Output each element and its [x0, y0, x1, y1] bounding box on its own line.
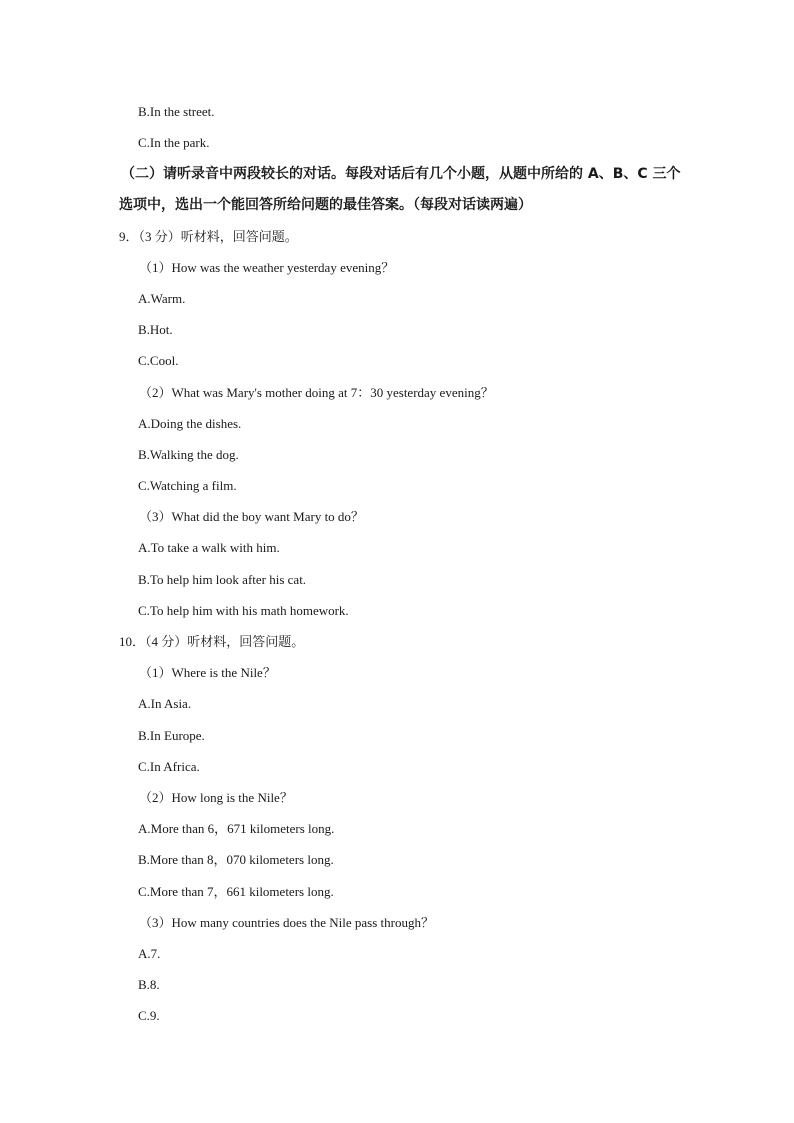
section-instruction-line-2: 选项中，选出一个能回答所给问题的最佳答案。（每段对话读两遍）: [119, 197, 532, 213]
q10-sub1-question: （1）Where is the Nile？: [139, 665, 276, 680]
section-instruction-line-1: （二）请听录音中两段较长的对话。每段对话后有几个小题，从题中所给的 A、B、C 三个: [121, 166, 681, 182]
q9-sub3-option-c: C.To help him with his math homework.: [138, 603, 349, 618]
q10-sub2-option-b: B.More than 8，070 kilometers long.: [138, 852, 334, 867]
question-9-title: 9．（3 分）听材料，回答问题。: [119, 229, 298, 244]
q9-sub1-question: （1）How was the weather yesterday evening？: [139, 260, 395, 275]
q10-sub3-option-c: C.9.: [138, 1008, 160, 1023]
q9-sub3-option-a: A.To take a walk with him.: [138, 540, 280, 555]
q9-sub2-option-a: A.Doing the dishes.: [138, 416, 242, 431]
q9-sub2-option-b: B.Walking the dog.: [138, 447, 239, 462]
q9-sub1-option-c: C.Cool.: [138, 353, 179, 368]
q9-sub3-question: （3）What did the boy want Mary to do？: [139, 509, 364, 524]
q9-sub3-option-b: B.To help him look after his cat.: [138, 572, 307, 587]
q9-sub2-question: （2）What was Mary's mother doing at 7：30 yesterday evening？: [139, 385, 494, 400]
q10-sub1-option-a: A.In Asia.: [138, 696, 192, 711]
q10-sub2-option-c: C.More than 7，661 kilometers long.: [138, 884, 334, 899]
option-c-park: C.In the park.: [138, 135, 210, 150]
q10-sub1-option-c: C.In Africa.: [138, 759, 200, 774]
q10-sub3-question: （3）How many countries does the Nile pass through？: [139, 915, 434, 930]
q10-sub3-option-a: A.7.: [138, 946, 161, 961]
q10-sub3-option-b: B.8.: [138, 977, 160, 992]
q9-sub1-option-b: B.Hot.: [138, 322, 173, 337]
question-10-title: 10．（4 分）听材料，回答问题。: [119, 634, 305, 649]
q10-sub2-option-a: A.More than 6，671 kilometers long.: [138, 821, 335, 836]
q10-sub2-question: （2）How long is the Nile？: [139, 790, 293, 805]
option-b-street: B.In the street.: [138, 104, 215, 119]
q9-sub2-option-c: C.Watching a film.: [138, 478, 237, 493]
q9-sub1-option-a: A.Warm.: [138, 291, 186, 306]
q10-sub1-option-b: B.In Europe.: [138, 728, 205, 743]
